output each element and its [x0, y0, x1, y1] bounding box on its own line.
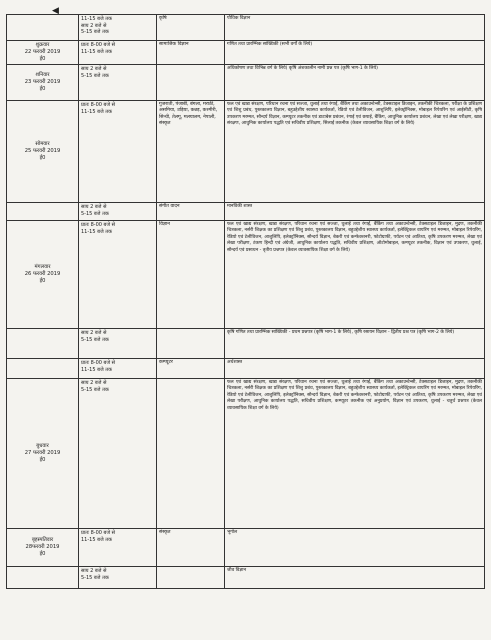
subject-cell: विज्ञान	[157, 221, 225, 329]
day-cell: बृहस्पतिवार 28फरवरी 2019 ई0	[7, 529, 79, 567]
content-cell: भूगोल	[225, 529, 485, 567]
content-cell: अधिकोषण तथा विभिन्न वर्ग के लिये) कृषि अंशकालीन नामी प्रश्न पत्र (कृषि भाग-1 के लिये)	[225, 65, 485, 101]
content-cell: फल एवं खाद्य संरक्षण, खाद्य संरक्षण, परिधान रचना एवं सज्जा, धुलाई तथा रंगाई, बैंकिंग तथा अकाउन्टेन्सी, टेक्सटाइल डिजाइन, मुद्रण, तकनीकी चित्रकला, नर्सरी शिक्षक का प्रशिक्षण एवं शिशु प्रबंध, पुस्तकालय विज्ञान, बहुउद्देशीय स्वास्थ्य कार्यकर्ता, इलेक्ट्रिकल वायरिंग एवं मरम्मत, मोबाइल रिपेयरिंग, रेडियो एवं टेलीविजन, आशुलिपि, इलेक्ट्रॉनिक्स, सौन्दर्य विज्ञान, बेकरी एवं कन्फेक्शनरी, फोटोग्राफी, पर्यटन एवं आतिथ्य, कृषि उपकरण मरम्मत, लेखा एवं लेखा परीक्षण, टंकण हिन्दी एवं अंग्रेजी, आधुनिक कार्यालय पद्धति, सचिवीय प्रशिक्षण, ऑटोमोबाइल, कम्प्यूटर तकनीक, विज्ञान एवं उपकरण, धुलाई, सौन्दर्य एवं प्रसाधन - तृतीय प्रश्नपत्र (केवल व्यावसायिक शिक्षा वर्ग के लिये)	[225, 221, 485, 329]
day-cell: मंगलवार 26 फरवरी 2019 ई0	[7, 221, 79, 329]
table-row	[7, 65, 485, 101]
table-row	[7, 41, 485, 65]
content-cell: जीव विज्ञान	[225, 567, 485, 589]
subject-cell: संगीत वादन	[157, 203, 225, 221]
subject-cell	[157, 567, 225, 589]
time-cell: प्रातः 8-00 बजे से 11-15 बजे तक	[79, 101, 157, 203]
day-cell	[7, 15, 79, 41]
day-cell: सोमवार 25 फरवरी 2019 ई0	[7, 101, 79, 203]
table-row	[7, 329, 485, 359]
content-cell: पौधिक विज्ञान	[225, 15, 485, 41]
content-cell: मानविकी शास्त्र	[225, 203, 485, 221]
content-cell: फल एवं खाद्य संरक्षण, परिधान रचना एवं सज्जा, धुलाई तथा रंगाई, बैंकिंग तथा अकाउन्टेन्सी, टेक्सटाइल डिजाइन, तकनीकी चित्रकला, परीक्षा के प्रशिक्षण एवं शिशु प्रबंध, पुस्तकालय विज्ञान, बहुउद्देशीय स्वास्थ्य कार्यकर्ता, रेडियो एवं टेलीविजन, आशुलिपि, इलेक्ट्रॉनिक्स, मोबाइल रिपेयरिंग एवं आईसीटी, कृषि उपकरण मरम्मत, सौन्दर्य विज्ञान, कम्प्यूटर तकनीक एवं डाटाबेस प्रबंधन, रंगाई एवं छपाई, बैंकिंग, आधुनिक कार्यालय प्रबंधन, लेखा एवं लेखा परीक्षण, खाद्य संरक्षण, आधुनिक कार्यालय पद्धति एवं सचिवीय प्रशिक्षण, सिलाई तकनीक (केवल व्यावसायिक शिक्षा वर्ग के लिये)	[225, 101, 485, 203]
day-cell	[7, 203, 79, 221]
table-row	[7, 379, 485, 529]
time-cell: साय 2 बजे से 5-15 बजे तक	[79, 329, 157, 359]
time-cell: साय 2 बजे से 5-15 बजे तक	[79, 203, 157, 221]
day-cell: शुक्रवार 22 फरवरी 2019 ई0	[7, 41, 79, 65]
day-cell	[7, 567, 79, 589]
day-cell	[7, 329, 79, 359]
table-row	[7, 567, 485, 589]
subject-cell	[157, 379, 225, 529]
time-cell: प्रातः 8-00 बजे से 11-15 बजे तक	[79, 529, 157, 567]
day-cell: शनिवार 23 फरवरी 2019 ई0	[7, 65, 79, 101]
time-cell: साय 2 बजे से 5-15 बजे तक	[79, 65, 157, 101]
time-cell: प्रातः 8-00 बजे से 11-15 बजे तक	[79, 41, 157, 65]
time-cell: प्रातः 8-00 बजे से 11-15 बजे तक	[79, 359, 157, 379]
content-cell: अर्थशास्त्र	[225, 359, 485, 379]
subject-cell: कृषि	[157, 15, 225, 41]
content-cell: कृषि गणित तथा प्रारम्भिक सांख्यिकी - प्रथम प्रश्नपत्र (कृषि भाग-1 के लिये), कृषि रसायन विज्ञान - द्वितीय प्रश्न पत्र (कृषि भाग-2 के लिये)	[225, 329, 485, 359]
subject-cell: कम्प्यूटर	[157, 359, 225, 379]
content-cell: गणित तथा प्रारम्भिक सांख्यिकी (सभी वर्गों के लिये)	[225, 41, 485, 65]
table-row	[7, 529, 485, 567]
subject-cell	[157, 329, 225, 359]
time-cell: प्रातः 8-00 बजे से 11-15 बजे तक	[79, 221, 157, 329]
page-marker: ◀	[52, 6, 59, 16]
day-cell	[7, 359, 79, 379]
subject-cell: सामाजिक विज्ञान	[157, 41, 225, 65]
table-row	[7, 221, 485, 329]
time-cell: साय 2 बजे से 5-15 बजे तक	[79, 379, 157, 529]
content-cell: फल एवं खाद्य संरक्षण, खाद्य संरक्षण, परिधान रचना एवं सज्जा, धुलाई तथा रंगाई, बैंकिंग तथा अकाउन्टेन्सी, टेक्सटाइल डिजाइन, मुद्रण, तकनीकी चित्रकला, नर्सरी शिक्षक का प्रशिक्षण एवं शिशु प्रबंध, पुस्तकालय विज्ञान, बहुउद्देशीय स्वास्थ्य कार्यकर्ता, इलेक्ट्रिकल वायरिंग एवं मरम्मत, मोबाइल रिपेयरिंग, रेडियो एवं टेलीविजन, आशुलिपि, इलेक्ट्रॉनिक्स, सौन्दर्य विज्ञान, बेकरी एवं कन्फेक्शनरी, फोटोग्राफी, पर्यटन एवं आतिथ्य, कृषि उपकरण मरम्मत, लेखा एवं लेखा परीक्षण, आधुनिक कार्यालय पद्धति, सचिवीय प्रशिक्षण, कम्प्यूटर तकनीक एवं अनुप्रयोग, विज्ञान एवं उपकरण, धुलाई - चतुर्थ प्रश्नपत्र (केवल व्यावसायिक शिक्षा वर्ग के लिये)	[225, 379, 485, 529]
time-cell: 11-15 बजे तक साय 2 बजे से 5-15 बजे तक	[79, 15, 157, 41]
subject-cell: संस्कृत	[157, 529, 225, 567]
table-row	[7, 359, 485, 379]
exam-schedule-table	[6, 14, 485, 589]
table-row	[7, 203, 485, 221]
time-cell: साय 2 बजे से 5-15 बजे तक	[79, 567, 157, 589]
table-row	[7, 101, 485, 203]
day-cell: बुधवार 27 फरवरी 2019 ई0	[7, 379, 79, 529]
table-row	[7, 15, 485, 41]
subject-cell: गुजराती, पंजाबी, बंगला, मराठी, असमिया, उड़िया, कन्नड़, कश्मीरी, सिन्धी, तेलगू, मलयालम, नेपाली, संस्कृत	[157, 101, 225, 203]
subject-cell	[157, 65, 225, 101]
